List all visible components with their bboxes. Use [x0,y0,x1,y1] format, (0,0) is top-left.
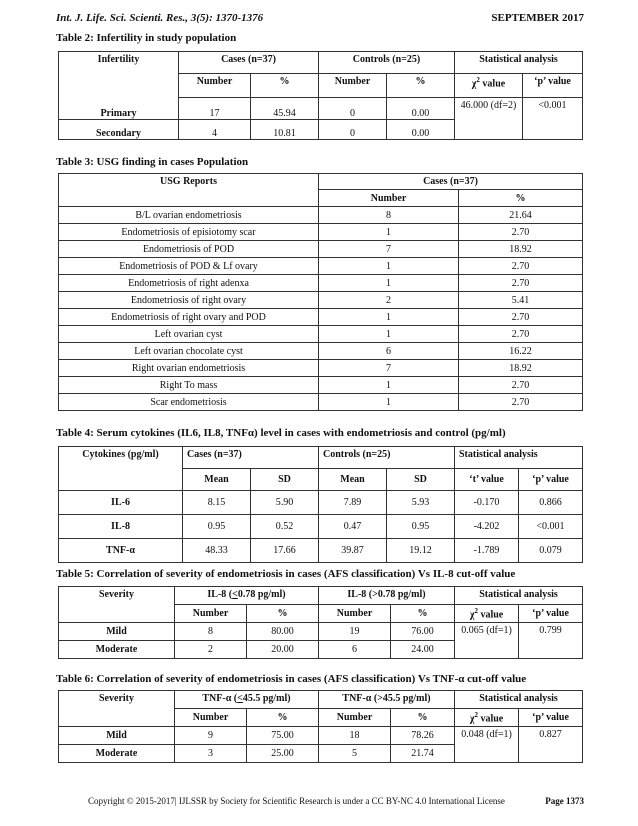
t3-row-label: Left ovarian cyst [59,326,319,343]
t6-cell: 5 [319,745,391,763]
t2-row-label: Primary [59,98,179,120]
table3-caption: Table 3: USG finding in cases Population [56,156,249,168]
t6-header-chi: $\chi^2$ value [455,709,519,727]
t3-cell: 18.92 [459,241,583,258]
t2-row-label: Secondary [59,120,179,140]
t2-cell: 0.00 [387,120,455,140]
t3-cell: 21.64 [459,207,583,224]
t4-cell: 0.52 [251,515,319,539]
table3 [58,173,583,411]
t2-header-infertility: Infertility [59,52,179,74]
issue-date: SEPTEMBER 2017 [491,12,584,24]
t5-empty-cell [59,605,175,623]
t5-header-le: IL-8 (<0.78 pg/ml) [175,587,319,605]
t3-header-number: Number [319,190,459,207]
t3-cell: 16.22 [459,343,583,360]
t3-cell: 7 [319,360,459,377]
t5-cell: 6 [319,641,391,659]
t6-cell: 21.74 [391,745,455,763]
t6-header-pct: % [391,709,455,727]
t4-cell: 0.47 [319,515,387,539]
t4-cell: 19.12 [387,539,455,563]
t3-cell: 18.92 [459,360,583,377]
t4-empty-cell [59,469,183,491]
t6-header-le: TNF-α (<45.5 pg/ml) [175,691,319,709]
t3-row-label: Endometriosis of right adenxa [59,275,319,292]
t4-cell: 48.33 [183,539,251,563]
t4-cell: 39.87 [319,539,387,563]
t3-row-label: Right ovarian endometriosis [59,360,319,377]
t3-cell: 1 [319,377,459,394]
t6-row-label: Moderate [59,745,175,763]
table4 [58,446,583,563]
t3-cell: 1 [319,224,459,241]
t4-header-mean: Mean [183,469,251,491]
table5-caption: Table 5: Correlation of severity of endometriosis in cases (AFS classification) Vs IL-8 cut-off value [56,568,516,580]
t3-cell: 1 [319,326,459,343]
t4-cell: 0.95 [387,515,455,539]
t2-header-cases: Cases (n=37) [179,52,319,74]
t6-cell: 25.00 [247,745,319,763]
t5-cell: 2 [175,641,247,659]
t6-header-gt: TNF-α (>45.5 pg/ml) [319,691,455,709]
t3-header-usg: USG Reports [59,174,319,190]
t3-cell: 2.70 [459,326,583,343]
t3-cell: 1 [319,394,459,411]
t3-cell: 2 [319,292,459,309]
t2-header-stat: Statistical analysis [455,52,583,74]
t4-cell: -0.170 [455,491,519,515]
t3-cell: 1 [319,309,459,326]
t3-cell: 5.41 [459,292,583,309]
t3-empty-cell [59,190,319,207]
t3-row-label: Endometriosis of right ovary and POD [59,309,319,326]
t4-header-mean: Mean [319,469,387,491]
t3-row-label: Scar endometriosis [59,394,319,411]
t3-cell: 1 [319,258,459,275]
t2-cell: 10.81 [251,120,319,140]
page-number: Page 1373 [545,796,584,806]
t5-cell: 24.00 [391,641,455,659]
t5-cell: 19 [319,623,391,641]
t6-cell: 3 [175,745,247,763]
table6-caption: Table 6: Correlation of severity of endometriosis in cases (AFS classification) Vs TNF-α cut-off value [56,673,527,685]
t5-header-severity: Severity [59,587,175,605]
t2-chi-value: 46.000 (df=2) [455,98,523,140]
table6 [58,690,583,763]
t4-row-label: TNF-α [59,539,183,563]
t5-header-pct: % [247,605,319,623]
t3-row-label: Right To mass [59,377,319,394]
t6-cell: 75.00 [247,727,319,745]
t6-header-number: Number [319,709,391,727]
t2-cell: 45.94 [251,98,319,120]
t4-header-cytokines: Cytokines (pg/ml) [59,447,183,469]
t2-header-controls: Controls (n=25) [319,52,455,74]
t4-header-sd: SD [387,469,455,491]
t2-header-pct: % [387,74,455,98]
t4-header-sd: SD [251,469,319,491]
t3-cell: 2.70 [459,309,583,326]
t3-cell: 7 [319,241,459,258]
t3-row-label: Left ovarian chocolate cyst [59,343,319,360]
t3-header-pct: % [459,190,583,207]
t5-cell: 80.00 [247,623,319,641]
t3-cell: 6 [319,343,459,360]
table5 [58,586,583,659]
t3-header-cases: Cases (n=37) [319,174,583,190]
t3-cell: 2.70 [459,224,583,241]
journal-citation: Int. J. Life. Sci. Scienti. Res., 3(5): 1370-1376 [56,12,264,24]
t4-header-stat: Statistical analysis [455,447,583,469]
t5-header-gt: IL-8 (>0.78 pg/ml) [319,587,455,605]
t6-cell: 18 [319,727,391,745]
t6-header-severity: Severity [59,691,175,709]
t6-header-number: Number [175,709,247,727]
t4-header-p: ‘p’ value [519,469,583,491]
t6-header-p: ‘p’ value [519,709,583,727]
t3-row-label: Endometriosis of right ovary [59,292,319,309]
table2-caption: Table 2: Infertility in study population [56,32,237,44]
t3-row-label: B/L ovarian endometriosis [59,207,319,224]
t6-header-stat: Statistical analysis [455,691,583,709]
t6-row-label: Mild [59,727,175,745]
t5-header-stat: Statistical analysis [455,587,583,605]
t2-header-number: Number [179,74,251,98]
t6-empty-cell [59,709,175,727]
t5-p-value: 0.799 [519,623,583,659]
t2-header-p: ‘p’ value [523,74,583,98]
t3-cell: 2.70 [459,377,583,394]
t5-header-pct: % [391,605,455,623]
t2-p-value: <0.001 [523,98,583,140]
t4-row-label: IL-6 [59,491,183,515]
t3-row-label: Endometriosis of POD & Lf ovary [59,258,319,275]
t5-header-chi: $\chi^2$ value [455,605,519,623]
t5-row-label: Mild [59,623,175,641]
t6-cell: 78.26 [391,727,455,745]
t4-cell: 0.866 [519,491,583,515]
t5-row-label: Moderate [59,641,175,659]
t3-cell: 8 [319,207,459,224]
t4-row-label: IL-8 [59,515,183,539]
t5-header-number: Number [175,605,247,623]
t5-cell: 8 [175,623,247,641]
table2 [58,51,583,140]
t4-cell: -1.789 [455,539,519,563]
copyright-notice: Copyright © 2015-2017| IJLSSR by Society for Scientific Research is under a CC BY-NC 4.0 International License [88,796,505,806]
t2-cell: 0 [319,120,387,140]
t2-cell: 17 [179,98,251,120]
t2-cell: 4 [179,120,251,140]
t4-cell: 7.89 [319,491,387,515]
t6-p-value: 0.827 [519,727,583,763]
t4-header-cases: Cases (n=37) [183,447,319,469]
t2-header-chi: $\chi^2$ value [455,74,523,98]
t6-chi-value: 0.048 (df=1) [455,727,519,763]
t3-row-label: Endometriosis of episiotomy scar [59,224,319,241]
t3-cell: 2.70 [459,394,583,411]
t6-header-pct: % [247,709,319,727]
t5-cell: 20.00 [247,641,319,659]
t6-cell: 9 [175,727,247,745]
t3-cell: 1 [319,275,459,292]
t3-row-label: Endometriosis of POD [59,241,319,258]
t4-cell: -4.202 [455,515,519,539]
t3-cell: 2.70 [459,258,583,275]
t5-cell: 76.00 [391,623,455,641]
t2-cell: 0 [319,98,387,120]
t4-cell: 5.90 [251,491,319,515]
t4-cell: 0.079 [519,539,583,563]
t4-cell: 17.66 [251,539,319,563]
t5-header-p: ‘p’ value [519,605,583,623]
t4-cell: 8.15 [183,491,251,515]
t2-header-pct: % [251,74,319,98]
t2-header-number: Number [319,74,387,98]
t3-cell: 2.70 [459,275,583,292]
table4-caption: Table 4: Serum cytokines (IL6, IL8, TNFα) level in cases with endometriosis and control (pg/ml) [56,427,506,439]
t2-cell: 0.00 [387,98,455,120]
t5-chi-value: 0.065 (df=1) [455,623,519,659]
t5-header-number: Number [319,605,391,623]
t4-header-t: ‘t’ value [455,469,519,491]
t4-cell: 5.93 [387,491,455,515]
t4-cell: 0.95 [183,515,251,539]
t4-cell: <0.001 [519,515,583,539]
t2-empty-cell [59,74,179,98]
t4-header-controls: Controls (n=25) [319,447,455,469]
